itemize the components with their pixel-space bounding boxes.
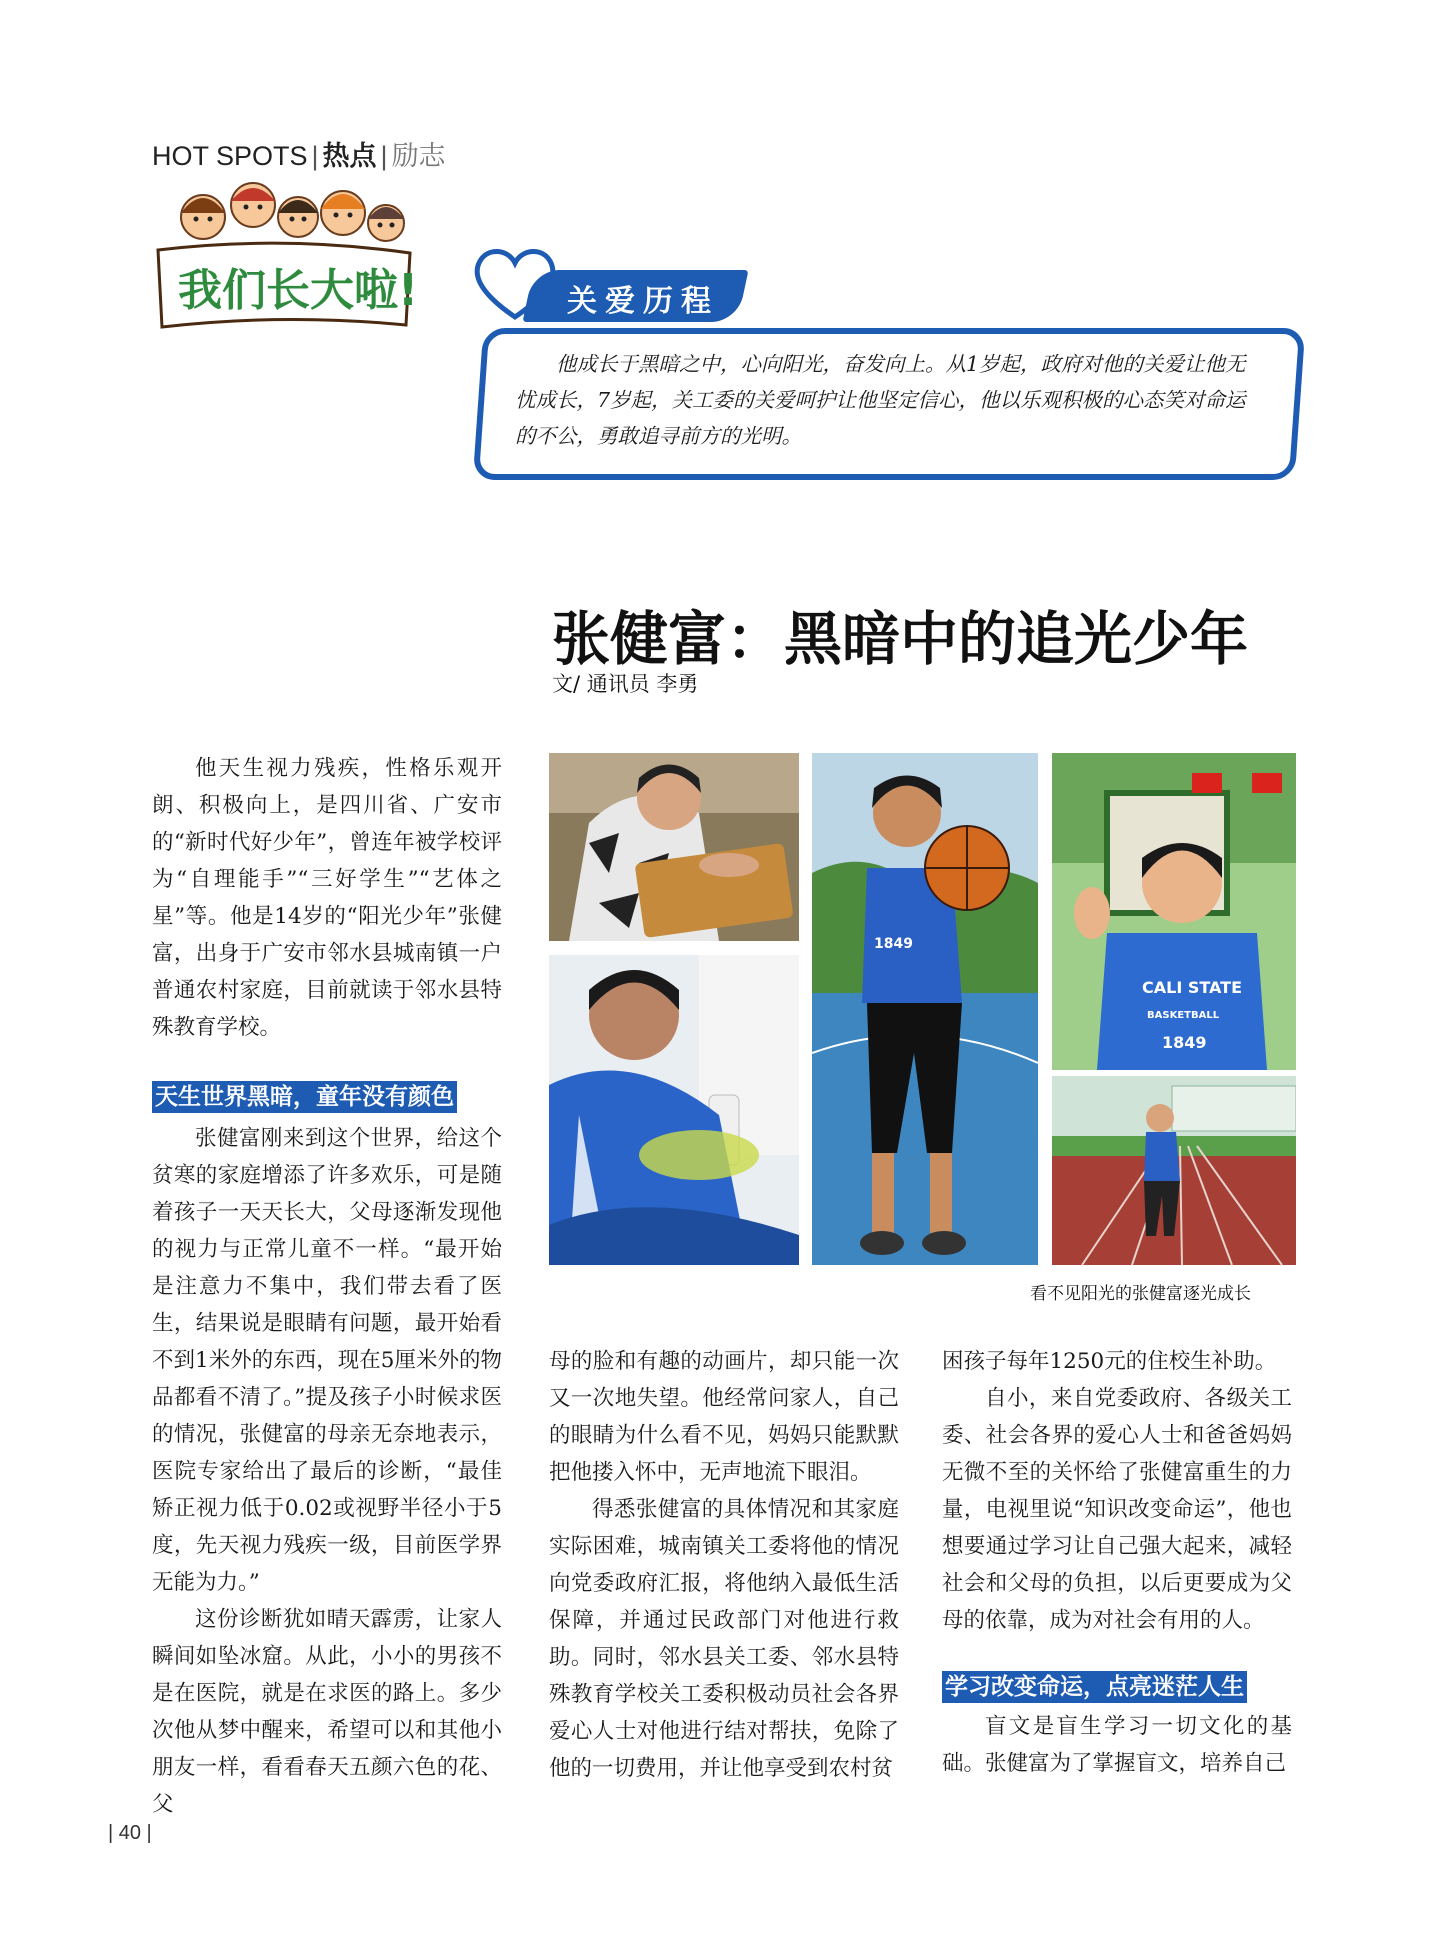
article-intro xyxy=(152,750,502,1046)
section-heading-2-wrap xyxy=(942,1671,1247,1703)
intro-paragraph: 他天生视力残疾，性格乐观开朗、积极向上，是四川省、广安市的“新时代好少年”，曾连年被学校评为“自理能手”“三好学生”“艺体之星”等。他是14岁的“阳光少年”张健富，出身于广安市邻水县城南镇一户普通农村家庭，目前就读于邻水县特殊教育学校。 xyxy=(152,756,502,1040)
article-byline: 文/ 通讯员 李勇 xyxy=(552,672,699,696)
photo-washing xyxy=(549,955,799,1265)
care-history-text xyxy=(515,346,1265,454)
hot-spots-label: HOT SPOTS xyxy=(152,141,308,171)
jersey-text: CALI STATE xyxy=(1142,978,1243,997)
article-title: 张健富：黑暗中的追光少年 xyxy=(552,605,1249,673)
article-column-2 xyxy=(549,1343,899,1787)
photo-caption: 看不见阳光的张健富逐光成长 xyxy=(1030,1284,1251,1304)
photo-running xyxy=(1052,1076,1296,1265)
section-header xyxy=(152,134,446,173)
logo-text: 我们长大啦! xyxy=(178,265,418,316)
article-column-1 xyxy=(152,1120,502,1823)
article-column-3b xyxy=(942,1708,1292,1782)
kids-logo xyxy=(148,175,418,335)
care-history-body: 他成长于黑暗之中，心向阳光，奋发向上。从1岁起，政府对他的关爱让他无忧成长，7岁起，关工委的关爱呵护让他坚定信心，他以乐观积极的心态笑对命运的不公，勇敢追寻前方的光明。 xyxy=(515,352,1246,448)
paragraph: 自小，来自党委政府、各级关工委、社会各界的爱心人士和爸爸妈妈无微不至的关怀给了张健富重生的力量，电视里说“知识改变命运”，他也想要通过学习让自己强大起来，减轻社会和父母的负担，以后更要成为父母的依靠，成为对社会有用的人。 xyxy=(942,1386,1292,1633)
paragraph: 张健富刚来到这个世界，给这个贫寒的家庭增添了许多欢乐，可是随着孩子一天天长大，父母逐渐发现他的视力与正常儿童不一样。“最开始是注意力不集中，我们带去看了医生，结果说是眼睛有问题，最开始看不到1米外的东西，现在5厘米外的物品都看不清了。”提及孩子小时候求医的情况，张健富的母亲无奈地表示，医院专家给出了最后的诊断，“最佳矫正视力低于0.02或视野半径小于5度，先天视力残疾一级，目前医学界无能为力。” xyxy=(152,1126,502,1595)
photo-basketball xyxy=(812,753,1038,1265)
article-column-3 xyxy=(942,1343,1292,1639)
jersey-number: 1849 xyxy=(874,936,913,952)
care-history-tag: 关爱历程 xyxy=(567,284,719,319)
paragraph: 困孩子每年1250元的住校生补助。 xyxy=(942,1349,1277,1374)
jersey-number-2: 1849 xyxy=(1162,1033,1207,1052)
section-heading-2: 学习改变命运，点亮迷茫人生 xyxy=(942,1671,1247,1703)
paragraph: 盲文是盲生学习一切文化的基础。张健富为了掌握盲文，培养自己 xyxy=(942,1714,1292,1776)
paragraph: 母的脸和有趣的动画片，却只能一次又一次地失望。他经常问家人，自己的眼睛为什么看不见，妈妈只能默默把他搂入怀中，无声地流下眼泪。 xyxy=(549,1349,899,1485)
page-number: | 40 | xyxy=(108,1822,152,1844)
header-separator-2: | xyxy=(380,141,388,171)
section-heading-1-wrap xyxy=(152,1081,457,1113)
paragraph: 得悉张健富的具体情况和其家庭实际困难，城南镇关工委将他的情况向党委政府汇报，将他纳入最低生活保障，并通过民政部门对他进行救助。同时，邻水县关工委、邻水县特殊教育学校关工委积极动员社会各界爱心人士对他进行结对帮扶，免除了他的一切费用，并让他享受到农村贫 xyxy=(549,1497,899,1781)
section-heading-1: 天生世界黑暗，童年没有颜色 xyxy=(152,1081,457,1113)
category-label: 励志 xyxy=(391,141,446,171)
paragraph: 这份诊断犹如晴天霹雳，让家人瞬间如坠冰窟。从此，小小的男孩不是在医院，就是在求医的路上。多少次他从梦中醒来，希望可以和其他小朋友一样，看看春天五颜六色的花、父 xyxy=(152,1607,502,1817)
photo-braille xyxy=(549,753,799,941)
header-separator: | xyxy=(311,141,319,171)
kids-illustration-icon xyxy=(148,175,418,335)
hot-label: 热点 xyxy=(322,141,377,171)
jersey-subtext: BASKETBALL xyxy=(1147,1010,1220,1021)
photo-thumbs-up xyxy=(1052,753,1296,1070)
